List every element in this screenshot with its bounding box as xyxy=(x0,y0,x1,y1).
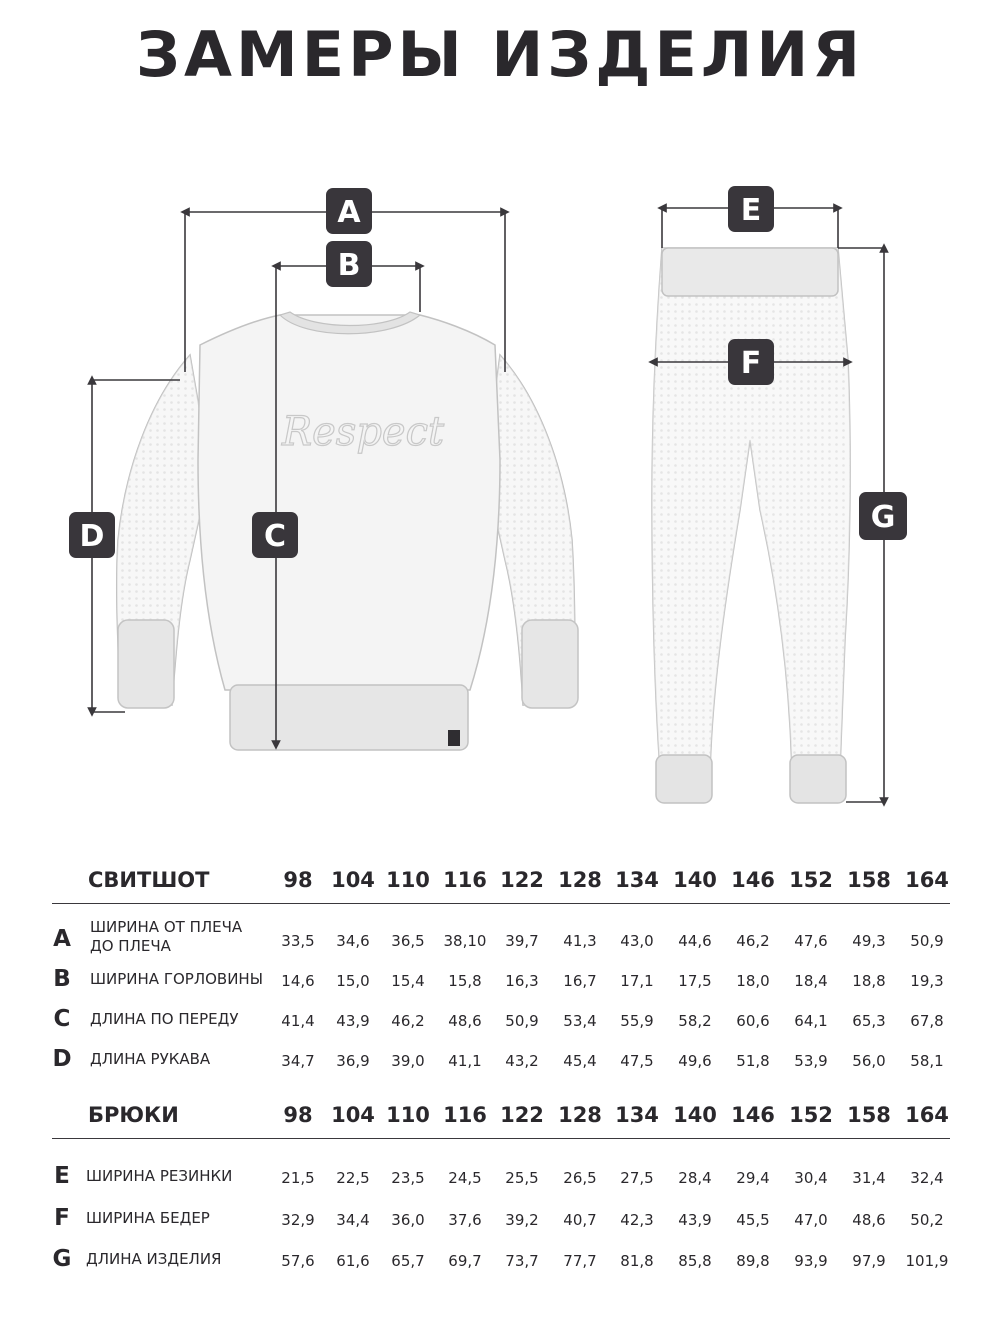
sweatshirt-cell-b-158: 18,8 xyxy=(852,972,886,990)
sweatshirt-size-122: 122 xyxy=(500,868,544,892)
pants-cell-f-140: 43,9 xyxy=(678,1211,712,1229)
sweatshirt-table-header: СВИТШОТ xyxy=(88,868,210,892)
pants-cell-e-110: 23,5 xyxy=(391,1169,425,1187)
pants-cell-g-146: 89,8 xyxy=(736,1252,770,1270)
sweatshirt-row-label-d: ДЛИНА РУКАВА xyxy=(90,1050,211,1068)
sweatshirt-cell-b-110: 15,4 xyxy=(391,972,425,990)
badge-a-label: A xyxy=(337,195,361,230)
sweatshirt-cell-a-134: 43,0 xyxy=(620,932,654,950)
sweatshirt-cell-b-152: 18,4 xyxy=(794,972,828,990)
sweatshirt-cell-b-122: 16,3 xyxy=(505,972,539,990)
pants-row-label-e: ШИРИНА РЕЗИНКИ xyxy=(86,1167,233,1185)
pants-cell-e-98: 21,5 xyxy=(281,1169,315,1187)
sweatshirt-cell-c-134: 55,9 xyxy=(620,1012,654,1030)
pants-cell-e-146: 29,4 xyxy=(736,1169,770,1187)
sweatshirt-row-letter-c: C xyxy=(53,1006,71,1032)
pants-cell-f-104: 34,4 xyxy=(336,1211,370,1229)
sweatshirt-cell-b-116: 15,8 xyxy=(448,972,482,990)
pants-cell-g-122: 73,7 xyxy=(505,1252,539,1270)
badge-e xyxy=(728,186,774,232)
sweatshirt-cell-a-128: 41,3 xyxy=(563,932,597,950)
pants-size-146: 146 xyxy=(731,1103,775,1127)
pants-size-128: 128 xyxy=(558,1103,602,1127)
sweatshirt-row-label2-a: ДО ПЛЕЧА xyxy=(90,937,171,955)
badge-d xyxy=(69,512,115,558)
pants-cell-f-98: 32,9 xyxy=(281,1211,315,1229)
sweatshirt-size-164: 164 xyxy=(905,868,949,892)
pants-cell-g-110: 65,7 xyxy=(391,1252,425,1270)
pants-row-letter-g: G xyxy=(52,1246,72,1272)
pants-cell-e-134: 27,5 xyxy=(620,1169,654,1187)
sweatshirt-size-158: 158 xyxy=(847,868,891,892)
pants-cell-g-152: 93,9 xyxy=(794,1252,828,1270)
sweatshirt-cell-b-140: 17,5 xyxy=(678,972,712,990)
badge-g-label: G xyxy=(870,500,896,535)
pants-cell-f-110: 36,0 xyxy=(391,1211,425,1229)
badge-a xyxy=(326,188,372,234)
sweatshirt-cell-c-122: 50,9 xyxy=(505,1012,539,1030)
pants-row-label-g: ДЛИНА ИЗДЕЛИЯ xyxy=(86,1250,222,1268)
badge-f-label: F xyxy=(740,346,762,381)
pants-cell-g-104: 61,6 xyxy=(336,1252,370,1270)
pants-size-152: 152 xyxy=(789,1103,833,1127)
sweatshirt-size-110: 110 xyxy=(386,868,430,892)
pants-size-164: 164 xyxy=(905,1103,949,1127)
badge-c xyxy=(252,512,298,558)
sweatshirt-cell-a-110: 36,5 xyxy=(391,932,425,950)
pants-cell-f-158: 48,6 xyxy=(852,1211,886,1229)
sweatshirt-cell-c-140: 58,2 xyxy=(678,1012,712,1030)
pants-cell-g-158: 97,9 xyxy=(852,1252,886,1270)
sweatshirt-cell-c-98: 41,4 xyxy=(281,1012,315,1030)
sweatshirt-cell-b-164: 19,3 xyxy=(910,972,944,990)
sweatshirt-row-label-b: ШИРИНА ГОРЛОВИНЫ xyxy=(90,970,263,988)
sweatshirt-cell-d-104: 36,9 xyxy=(336,1052,370,1070)
table-divider xyxy=(52,903,950,904)
sweatshirt-cell-d-164: 58,1 xyxy=(910,1052,944,1070)
sweatshirt-cell-c-128: 53,4 xyxy=(563,1012,597,1030)
pants-size-116: 116 xyxy=(443,1103,487,1127)
sweatshirt-cell-c-146: 60,6 xyxy=(736,1012,770,1030)
sweatshirt-cell-a-164: 50,9 xyxy=(910,932,944,950)
sweatshirt-size-98: 98 xyxy=(283,868,313,892)
sweatshirt-size-116: 116 xyxy=(443,868,487,892)
pants-cell-e-104: 22,5 xyxy=(336,1169,370,1187)
sweatshirt-cell-c-158: 65,3 xyxy=(852,1012,886,1030)
sweatshirt-cell-a-146: 46,2 xyxy=(736,932,770,950)
pants-cell-f-146: 45,5 xyxy=(736,1211,770,1229)
sweatshirt-row-letter-d: D xyxy=(52,1046,72,1072)
sweatshirt-cell-c-152: 64,1 xyxy=(794,1012,828,1030)
pants-cell-f-116: 37,6 xyxy=(448,1211,482,1229)
sweatshirt-size-152: 152 xyxy=(789,868,833,892)
pants-cell-f-164: 50,2 xyxy=(910,1211,944,1229)
pants-size-134: 134 xyxy=(615,1103,659,1127)
respect-logo-text: Respect xyxy=(282,409,445,455)
sweatshirt-row-label-c: ДЛИНА ПО ПЕРЕДУ xyxy=(90,1010,239,1028)
sweatshirt-cell-d-128: 45,4 xyxy=(563,1052,597,1070)
sweatshirt-cell-b-134: 17,1 xyxy=(620,972,654,990)
pants-cell-e-116: 24,5 xyxy=(448,1169,482,1187)
pants-row-label-f: ШИРИНА БЕДЕР xyxy=(86,1209,210,1227)
sweatshirt-cell-c-164: 67,8 xyxy=(910,1012,944,1030)
pants-cell-f-134: 42,3 xyxy=(620,1211,654,1229)
sweatshirt-cell-d-140: 49,6 xyxy=(678,1052,712,1070)
pants-illustration xyxy=(652,248,850,803)
pants-cell-g-164: 101,9 xyxy=(905,1252,949,1270)
pants-cell-f-128: 40,7 xyxy=(563,1211,597,1229)
sweatshirt-size-140: 140 xyxy=(673,868,717,892)
sweatshirt-row-letter-a: A xyxy=(53,926,71,952)
sweatshirt-cell-a-98: 33,5 xyxy=(281,932,315,950)
pants-size-104: 104 xyxy=(331,1103,375,1127)
pants-table-header: БРЮКИ xyxy=(88,1103,179,1127)
sweatshirt-cell-a-122: 39,7 xyxy=(505,932,539,950)
sweatshirt-size-146: 146 xyxy=(731,868,775,892)
pants-row-letter-e: E xyxy=(54,1163,70,1189)
sweatshirt-row-letter-b: B xyxy=(53,966,71,992)
badge-f xyxy=(728,339,774,385)
pants-size-98: 98 xyxy=(283,1103,313,1127)
pants-cell-f-122: 39,2 xyxy=(505,1211,539,1229)
pants-row-letter-f: F xyxy=(54,1205,70,1231)
sweatshirt-cell-d-134: 47,5 xyxy=(620,1052,654,1070)
sweatshirt-illustration xyxy=(117,312,578,750)
sweatshirt-cell-c-110: 46,2 xyxy=(391,1012,425,1030)
badge-e-label: E xyxy=(740,193,762,228)
pants-cell-g-128: 77,7 xyxy=(563,1252,597,1270)
sweatshirt-cell-d-98: 34,7 xyxy=(281,1052,315,1070)
sweatshirt-cell-c-116: 48,6 xyxy=(448,1012,482,1030)
pants-cell-e-122: 25,5 xyxy=(505,1169,539,1187)
page-title: ЗАМЕРЫ ИЗДЕЛИЯ xyxy=(136,18,864,91)
sweatshirt-cell-d-158: 56,0 xyxy=(852,1052,886,1070)
sweatshirt-cell-a-104: 34,6 xyxy=(336,932,370,950)
pants-cell-g-134: 81,8 xyxy=(620,1252,654,1270)
pants-cell-e-158: 31,4 xyxy=(852,1169,886,1187)
badge-c-label: C xyxy=(263,519,287,554)
pants-cell-e-164: 32,4 xyxy=(910,1169,944,1187)
pants-cell-g-116: 69,7 xyxy=(448,1252,482,1270)
badge-b xyxy=(326,241,372,287)
sweatshirt-cell-a-140: 44,6 xyxy=(678,932,712,950)
sweatshirt-row-label-a: ШИРИНА ОТ ПЛЕЧА xyxy=(90,918,243,936)
pants-size-122: 122 xyxy=(500,1103,544,1127)
sweatshirt-cell-b-104: 15,0 xyxy=(336,972,370,990)
pants-cell-e-128: 26,5 xyxy=(563,1169,597,1187)
sweatshirt-cell-a-116: 38,10 xyxy=(443,932,487,950)
table-divider xyxy=(52,1138,950,1139)
pants-cell-e-140: 28,4 xyxy=(678,1169,712,1187)
sweatshirt-cell-b-128: 16,7 xyxy=(563,972,597,990)
sweatshirt-cell-b-98: 14,6 xyxy=(281,972,315,990)
sweatshirt-size-104: 104 xyxy=(331,868,375,892)
sweatshirt-size-128: 128 xyxy=(558,868,602,892)
sweatshirt-cell-d-146: 51,8 xyxy=(736,1052,770,1070)
badge-b-label: B xyxy=(337,248,361,283)
sweatshirt-cell-c-104: 43,9 xyxy=(336,1012,370,1030)
sweatshirt-cell-d-122: 43,2 xyxy=(505,1052,539,1070)
sweatshirt-cell-d-152: 53,9 xyxy=(794,1052,828,1070)
sweatshirt-cell-a-152: 47,6 xyxy=(794,932,828,950)
sweatshirt-cell-b-146: 18,0 xyxy=(736,972,770,990)
pants-cell-g-98: 57,6 xyxy=(281,1252,315,1270)
pants-size-140: 140 xyxy=(673,1103,717,1127)
sweatshirt-size-134: 134 xyxy=(615,868,659,892)
pants-cell-g-140: 85,8 xyxy=(678,1252,712,1270)
sweatshirt-cell-d-116: 41,1 xyxy=(448,1052,482,1070)
pants-size-110: 110 xyxy=(386,1103,430,1127)
badge-d-label: D xyxy=(79,519,105,554)
badge-g xyxy=(859,492,907,540)
pants-cell-e-152: 30,4 xyxy=(794,1169,828,1187)
pants-cell-f-152: 47,0 xyxy=(794,1211,828,1229)
pants-size-158: 158 xyxy=(847,1103,891,1127)
sweatshirt-cell-a-158: 49,3 xyxy=(852,932,886,950)
sweatshirt-cell-d-110: 39,0 xyxy=(391,1052,425,1070)
